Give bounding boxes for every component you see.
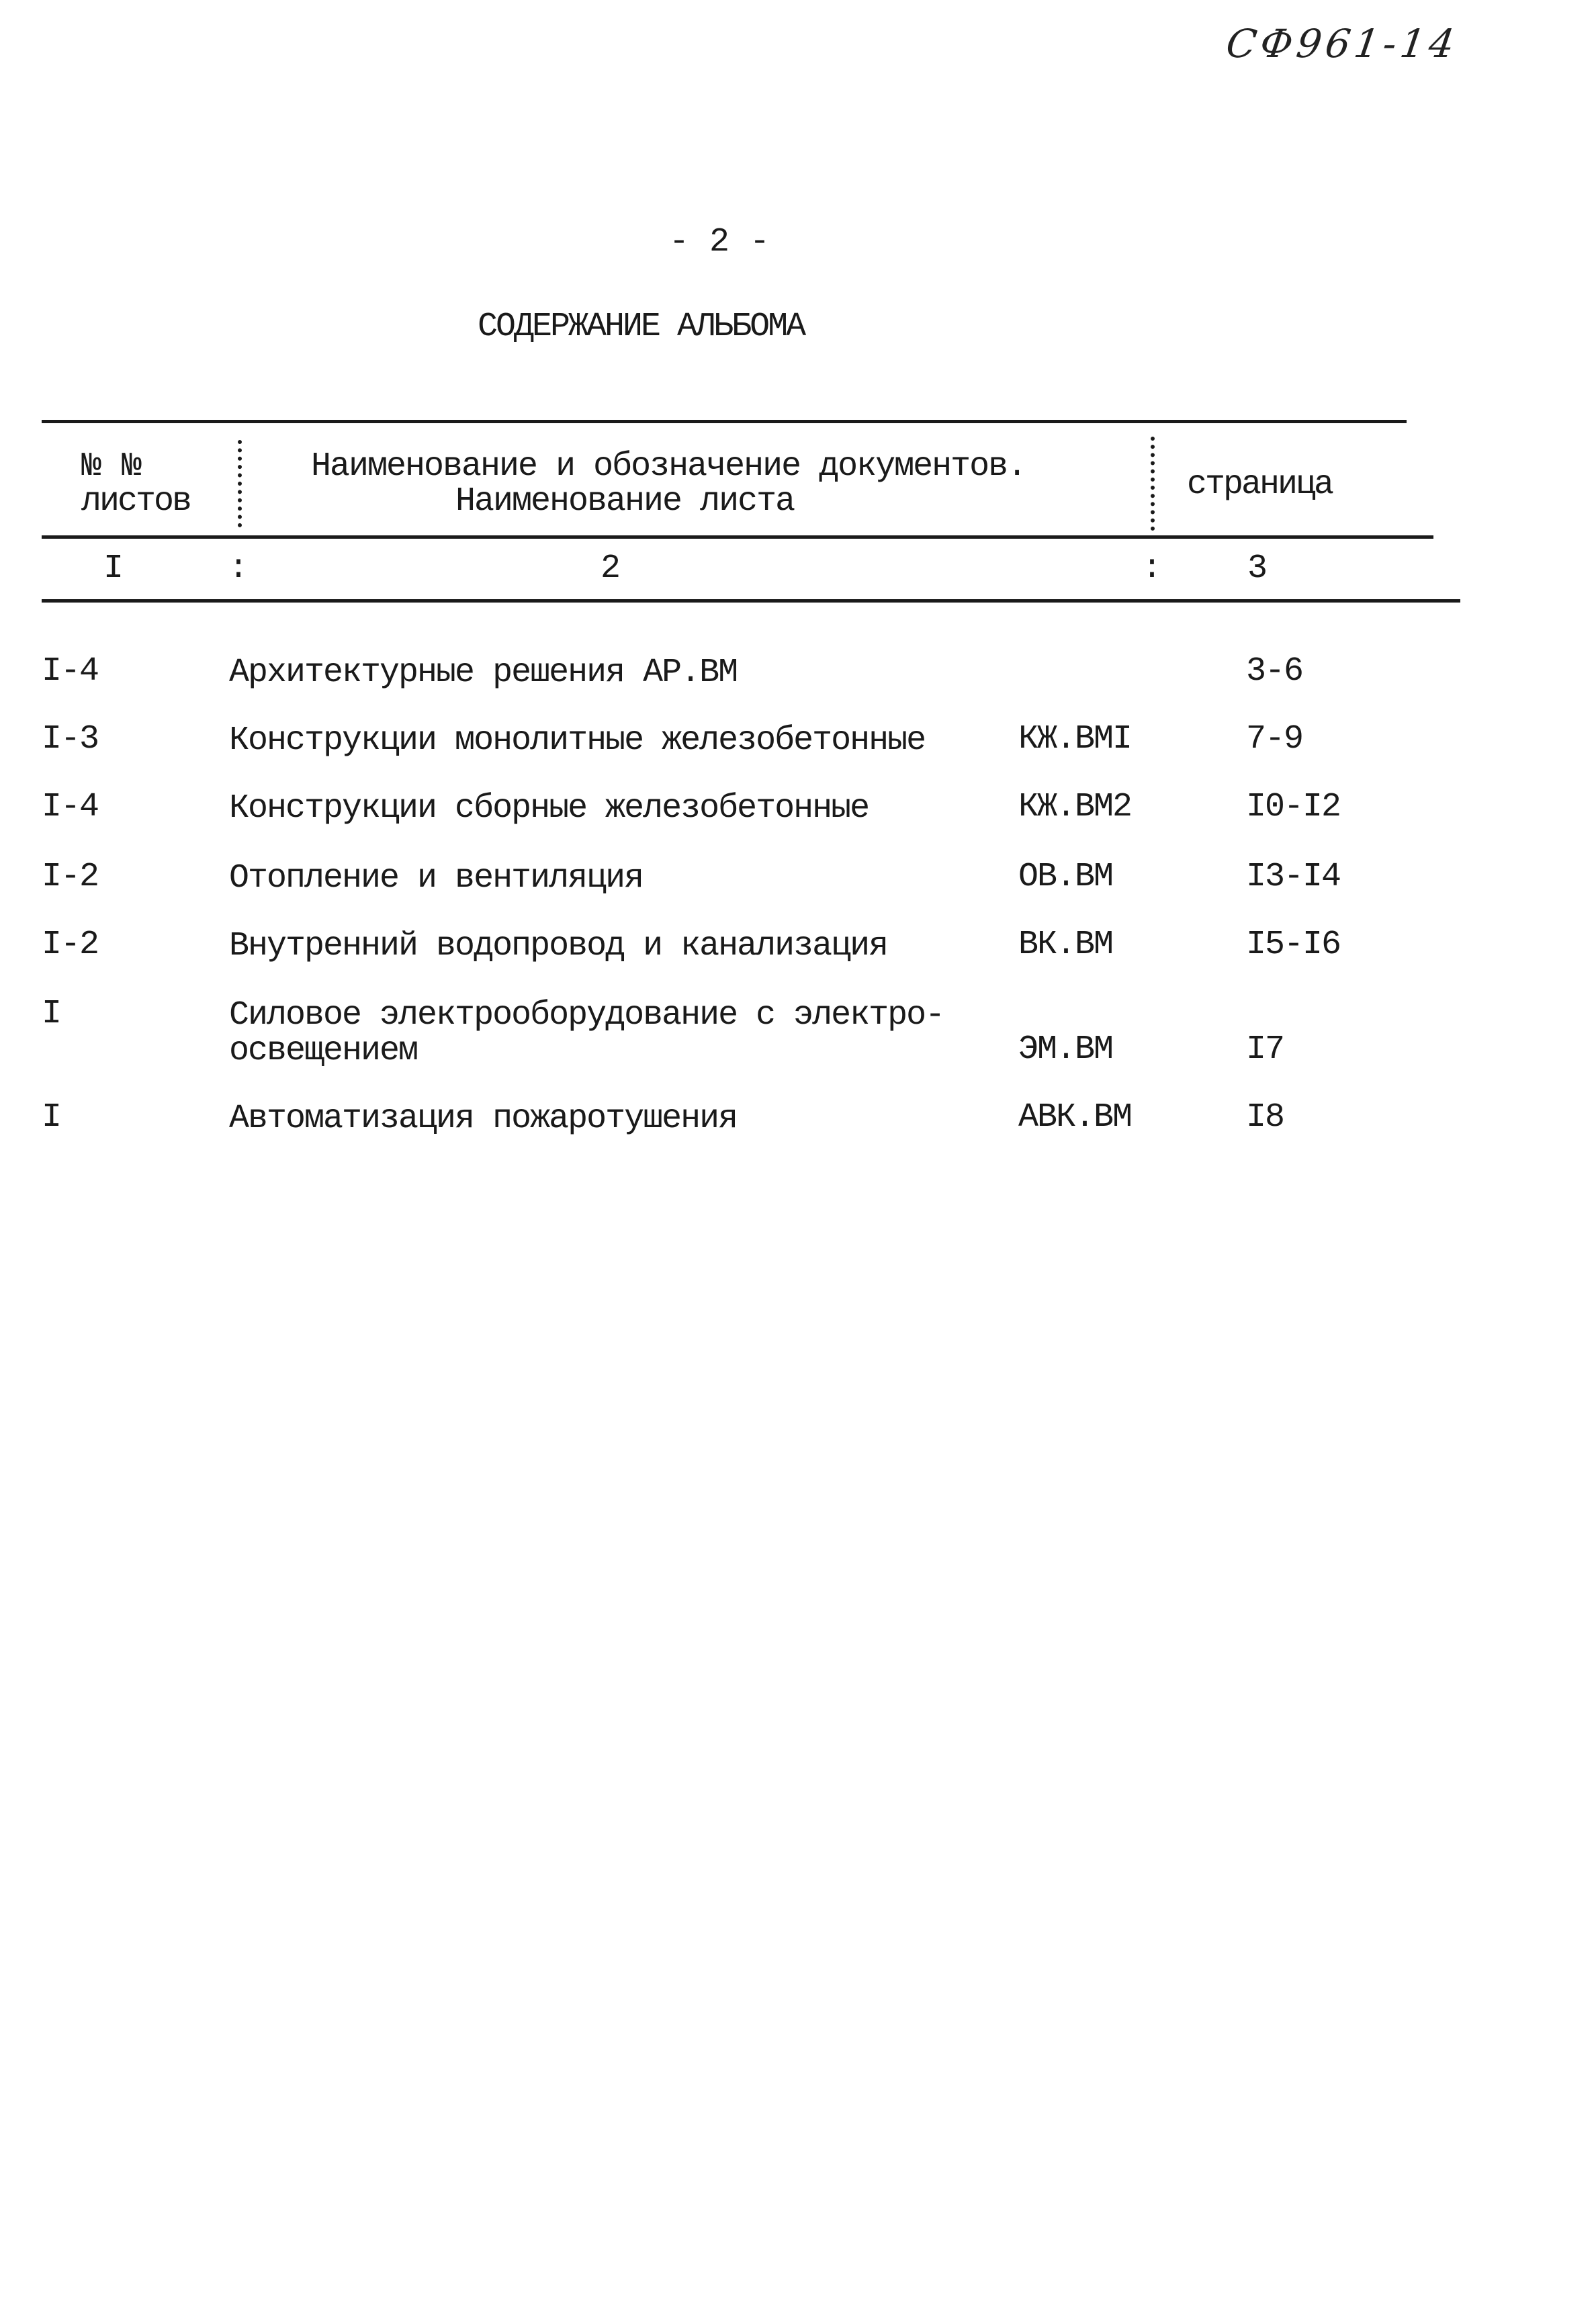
column-divider — [238, 440, 242, 527]
column-number-3: 3 — [1247, 549, 1268, 588]
sheet-range: I-4 — [42, 652, 99, 691]
document-code: ЭМ.ВМ — [1018, 1030, 1113, 1069]
sheet-range: I-2 — [42, 858, 99, 896]
document-code: КЖ.ВМ2 — [1018, 788, 1132, 826]
column-number-2: 2 — [601, 549, 621, 588]
document-name: Конструкции монолитные железобетонные — [229, 721, 926, 760]
page-range: I7 — [1246, 1030, 1284, 1069]
page-range: 3-6 — [1246, 652, 1303, 691]
handwritten-document-code: СФ961-14 — [1223, 21, 1462, 67]
column-divider — [1151, 437, 1155, 531]
header-sheets: листов — [81, 482, 191, 521]
document-name: Конструкции сборные железобетонные — [229, 789, 869, 828]
table-top-rule — [42, 420, 1407, 423]
header-document-names: Наименование и обозначение документов. — [311, 447, 1026, 486]
document-code: ВК.ВМ — [1018, 926, 1113, 964]
page-range: I0-I2 — [1246, 788, 1341, 826]
page-range: I8 — [1246, 1098, 1284, 1137]
page-range: I5-I6 — [1246, 926, 1341, 964]
header-sheet-name: Наименование листа — [455, 482, 795, 521]
column-separator: : — [1142, 549, 1163, 588]
sheet-range: I-4 — [42, 788, 99, 826]
document-code: ОВ.ВМ — [1018, 858, 1113, 896]
header-rule — [42, 535, 1433, 539]
document-code: АВК.ВМ — [1018, 1098, 1132, 1137]
header-sheet-no: № № — [81, 447, 142, 486]
header-page: страница — [1187, 466, 1333, 504]
sheet-range: I — [42, 995, 61, 1033]
column-numbers-rule — [42, 599, 1460, 603]
page-number: - 2 - — [668, 223, 770, 261]
document-name: Силовое электрооборудование с электро- освещением — [229, 996, 944, 1070]
page-range: I3-I4 — [1246, 858, 1341, 896]
document-name: Внутренний водопровод и канализация — [229, 927, 888, 965]
document-name: Архитектурные решения АР.ВМ — [229, 654, 738, 692]
page-title: СОДЕРЖАНИЕ АЛЬБОМА — [478, 308, 805, 346]
sheet-range: I — [42, 1098, 61, 1137]
document-name: Отопление и вентиляция — [229, 859, 644, 897]
column-separator: : — [228, 549, 249, 588]
sheet-range: I-2 — [42, 926, 99, 964]
document-code: КЖ.ВМI — [1018, 720, 1132, 758]
document-name: Автоматизация пожаротушения — [229, 1100, 738, 1138]
sheet-range: I-3 — [42, 720, 99, 758]
page-range: 7-9 — [1246, 720, 1303, 758]
column-number-1: I — [103, 549, 124, 588]
